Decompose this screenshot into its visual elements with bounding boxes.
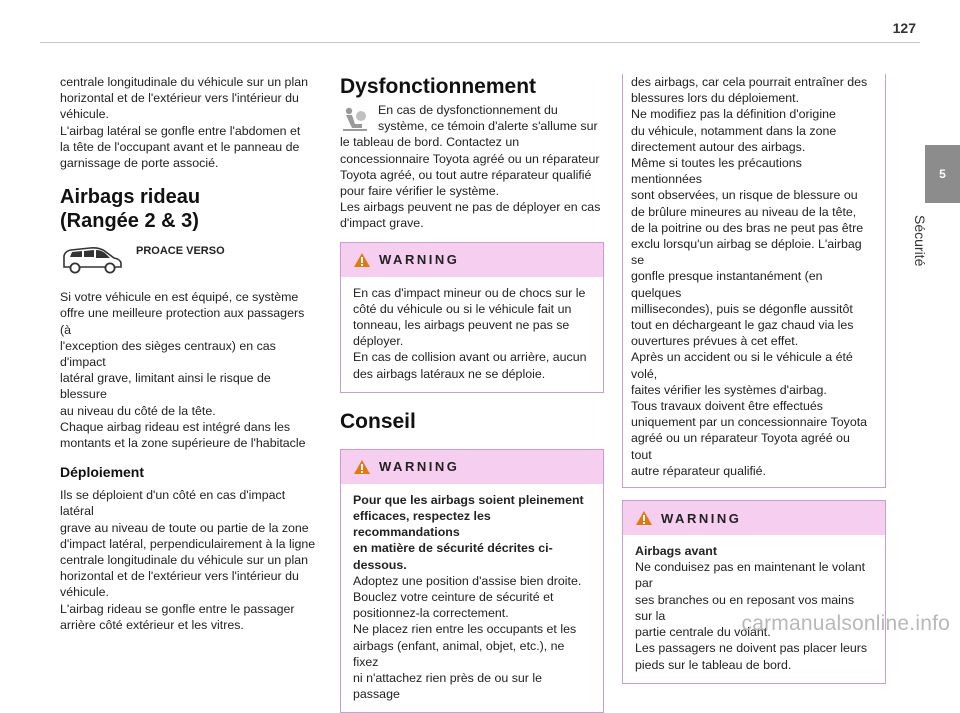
warning-triangle-icon <box>635 510 653 526</box>
warning-text-3: Ne conduisez pas en maintenant le volant par ses branches ou en reposant vos mains sur la partie centrale du volant. Les passagers ne doivent pas placer leurs pieds sur le tableau de bord. <box>635 560 868 672</box>
watermark: carmanualsonline.info <box>741 612 950 635</box>
chapter-number: 5 <box>939 167 946 181</box>
warning-header-3 <box>623 501 885 535</box>
column-right <box>622 74 886 684</box>
deployment-paragraph: Ils se déploient d'un côté en cas d'impact latéral grave au niveau de toute ou partie de la zone d'impact latéral, perpendiculairement à la ligne centrale longitudinale du véhicule sur un plan horizontal et de l'extérieur vers l'intérieur du véhicule. L'airbag rideau se gonfle entre le passager arrière côté extérieur et les vitres. <box>60 488 316 632</box>
model-row <box>60 243 316 275</box>
chapter-tab[interactable] <box>925 145 960 203</box>
column-middle <box>340 74 604 713</box>
warning-box-1 <box>340 242 604 393</box>
curtain-airbag-paragraph: Si votre véhicule en est équipé, ce système offre une meilleure protection aux passagers (à l'exception des sièges centraux) en cas d'impact latéral grave, limitant ainsi le risque de blessure au niveau du côté de la tête. Chaque airbag rideau est intégré dans les montants et la zone supérieure de l'habitacle <box>60 290 306 451</box>
intro-paragraph: centrale longitudinale du véhicule sur un plan horizontal et de l'extérieur vers l'intérieur du véhicule. L'airbag latéral se gonfle entre l'abdomen et la tête de l'occupant avant et le panneau de garnissage de porte associé. <box>60 75 308 171</box>
malfunction-text: le tableau de bord. Contactez un concessionnaire Toyota agréé ou un réparateur Toyota agréé, ou tout autre réparateur qualifié pour faire vérifier le système. Les airbags peuvent ne pas de déployer en cas d'impact grave. <box>340 135 601 231</box>
warning-label-2: WARNING <box>379 459 460 475</box>
malfunction-text-side: En cas de dysfonctionnement du système, ce témoin d'alerte s'allume sur <box>378 103 598 134</box>
warning-text-2: Adoptez une position d'assise bien droite. Bouclez votre ceinture de sécurité et positionnez-la correctement. Ne placez rien entre les occupants et les airbags (enfant, animal, objet, etc.), ne fixez ni n'attachez rien près de ou sur le passage <box>353 573 582 702</box>
model-label: PROACE VERSO <box>136 245 225 258</box>
warning-triangle-icon <box>353 459 371 475</box>
curtain-airbag-heading-line1: Airbags rideau <box>60 186 201 209</box>
warning-bold-text-2: Pour que les airbags soient pleinement efficaces, respectez les recommandations en matière de sécurité décrites ci-dessous. <box>353 492 584 572</box>
warning-header-2 <box>341 450 603 484</box>
column-left <box>60 74 316 633</box>
warning-bold-text-3: Airbags avant <box>635 544 717 559</box>
warning-text-1: En cas d'impact mineur ou de chocs sur le côté du véhicule ou si le véhicule fait un tonneau, les airbags peuvent ne pas se déployer. En cas de collision avant ou arrière, aucun des airbags latéraux ne se déploie. <box>353 285 587 381</box>
malfunction-heading: Dysfonctionnement <box>340 75 537 98</box>
airbag-warning-light-icon <box>340 104 370 134</box>
warning-box-2 <box>340 449 604 713</box>
chapter-title: Sécurité <box>912 215 928 267</box>
warning-header-1 <box>341 243 603 277</box>
deployment-heading: Déploiement <box>60 464 145 481</box>
advice-heading: Conseil <box>340 409 416 433</box>
curtain-airbag-heading-line2: (Rangée 2 & 3) <box>60 210 199 233</box>
van-icon <box>60 243 124 275</box>
warning-triangle-icon <box>353 252 371 268</box>
header-rule <box>40 42 920 43</box>
continuation-text: des airbags, car cela pourrait entraîner des blessures lors du déploiement. Ne modifiez pas la définition d'origine du véhicule, notamment dans la zone directement autour des airbags. Même si toutes les précautions mentionnées sont observées, un risque de blessure ou de brûlure mineures au niveau de la tête, de la poitrine ou des bras ne peut pas être exclu lorsqu'un airbag se déploie. L'airbag se gonfle presque instantanément (en quelques millisecondes), puis se dégonfle aussitôt tout en déchargeant le gaz chaud via les ouvertures prévues à cet effet. Après un accident ou si le véhicule a été volé, faites vérifier les systèmes d'airbag. Tous travaux doivent être effectués uniquement par un concessionnaire Toyota agréé ou un réparateur Toyota agréé ou tout autre réparateur qualifié. <box>631 75 868 478</box>
warning-label-1: WARNING <box>379 252 460 268</box>
warning-label-3: WARNING <box>661 510 742 526</box>
malfunction-row <box>340 102 604 134</box>
continuation-box <box>622 74 886 488</box>
warning-box-3 <box>622 500 886 684</box>
page-number: 127 <box>892 20 916 36</box>
